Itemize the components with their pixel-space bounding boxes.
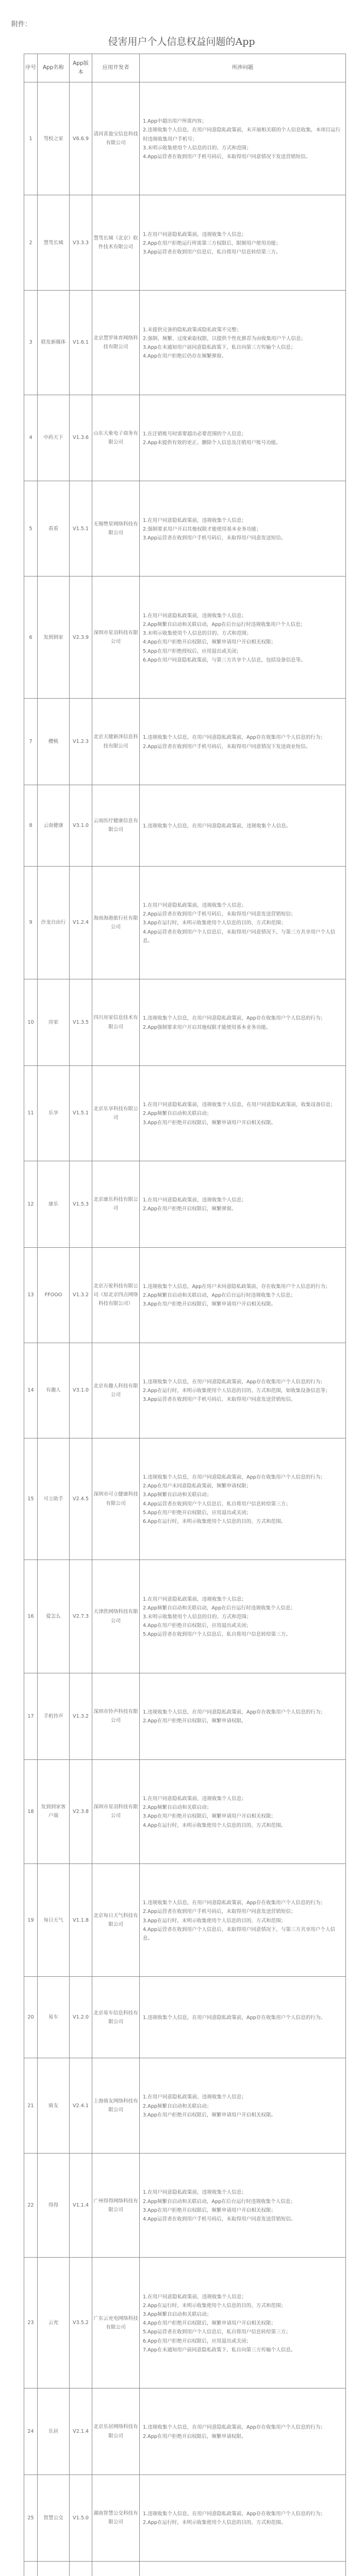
cell-version: V1.2.3 — [70, 699, 92, 785]
cell-seq: 10 — [24, 979, 38, 1066]
problem-item: 2.App运营者在收到用户手机号码后，未取得用户同意发送营销短信； — [143, 1909, 296, 1915]
cell-version: V1.1.8 — [70, 1863, 92, 1976]
cell-developer: 北京每日天气科技有限公司 — [92, 1863, 140, 1976]
cell-seq: 13 — [24, 1247, 38, 1343]
cell-problems — [140, 1438, 346, 1560]
cell-version: V1.2.4 — [70, 866, 92, 979]
problem-item: 2.App运营者在收到用户手机号码后，未取得用户同意发送营销短信； — [143, 911, 296, 918]
header-seq: 序号 — [24, 54, 38, 82]
cell-developer: 北京易车信息科技有限公司 — [92, 1977, 140, 2058]
cell-app-name: 有趣人 — [38, 1343, 70, 1438]
attachment-label: 附件： — [11, 21, 32, 28]
problem-item: 1.违规收集个人信息，在用户同意隐私政策前，App存在收集用户个人信息的行为； — [143, 1475, 326, 1481]
cell-seq: 21 — [24, 2058, 38, 2154]
problem-item: 1.在用户同意隐私政策前，违规收集个人信息，在用户同意隐私政策前，收集设备信息； — [143, 1102, 336, 1108]
cell-app-name: 云充 — [38, 2258, 70, 2388]
problem-item: 7.App在未通知用户前同意隐私政策下，私自向第三方传输个人信息。 — [143, 2347, 296, 2353]
cell-version: V2.7.3 — [70, 1560, 92, 1673]
cell-problems — [140, 2258, 346, 2388]
cell-problems — [140, 577, 346, 699]
problem-item: 1.在用户同意隐私政策前，违规收集个人信息； — [143, 2094, 247, 2100]
table-row — [24, 699, 346, 785]
cell-developer: 清河喜盈宝信息科技有限公司 — [92, 82, 140, 195]
table-row — [24, 1065, 346, 1161]
table-row — [24, 979, 346, 1066]
problem-item: 1.在用户同意隐私政策前，违规收集个人信息； — [143, 2190, 247, 2196]
table-row — [24, 2154, 346, 2258]
cell-app-name: 爱怎么 — [38, 1560, 70, 1673]
problem-item: 3.App频繁自启动和关联启动； — [143, 2311, 212, 2317]
cell-problems — [140, 2388, 346, 2475]
problem-item: 1.违规收集个人信息，在用户同意隐私政策前，App存在收集用户个人信息的行为。 — [143, 2015, 326, 2021]
cell-seq: 23 — [24, 2258, 38, 2388]
cell-version: V2.4.5 — [70, 1438, 92, 1560]
table-row — [24, 1343, 346, 1438]
cell-app-name: 沙龙自由行 — [38, 866, 70, 979]
problem-item: 2.App频繁自启动和关联启动； — [143, 1111, 212, 1117]
header-version: App版本 — [70, 54, 92, 82]
problem-item: 2.App频繁自启动和关联启动，App在后台运行时违规收集个人信息； — [143, 1605, 296, 1611]
cell-version: V6.6.9 — [70, 82, 92, 195]
cell-seq: 4 — [24, 395, 38, 481]
app-list-table — [24, 54, 346, 2576]
cell-app-name: 可立助手 — [38, 1438, 70, 1560]
problem-item: 3.App在未通知用户前同意隐私政策下，私自向第三方传输个人信息； — [143, 345, 296, 351]
problem-item: 3.App运营者在收到用户手机号码后，未取得用户同意发送短信。 — [143, 535, 286, 541]
cell-developer: 北京天健新泽信息科技有限公司 — [92, 699, 140, 785]
problem-item: 1.在注销账号时需要超出必要范围的个人信息； — [143, 431, 247, 437]
problem-item: 4.App在用户拒绝开启权限后，频繁申请用户开启相关权限； — [143, 639, 276, 646]
cell-seq: 7 — [24, 699, 38, 785]
table-row — [24, 2561, 346, 2576]
table-row — [24, 291, 346, 395]
cell-app-name: 中药天下 — [38, 395, 70, 481]
table-row — [24, 866, 346, 979]
cell-developer: 北京康乐科技有限公司 — [92, 1161, 140, 1247]
cell-version: V1.2.0 — [70, 1977, 92, 2058]
cell-app-name: 房家 — [38, 979, 70, 1066]
cell-seq: 20 — [24, 1977, 38, 2058]
cell-seq: 19 — [24, 1863, 38, 1976]
cell-developer: 山东大象电子商务有限公司 — [92, 395, 140, 481]
problem-item: 1.在用户同意隐私政策前，违规收集个人信息； — [143, 2294, 247, 2300]
problem-item: 1.违规收集个人信息，App在用户未同意隐私政策前，存在收集用户个人信息的行为； — [143, 1284, 331, 1290]
problem-item: 4.App在用户拒绝后仍存在频繁弹窗。 — [143, 353, 227, 360]
cell-problems — [140, 785, 346, 866]
cell-seq: 14 — [24, 1343, 38, 1438]
problem-item: 4.App运营者在收到用户个人信息后，私自将用户信息转给第三方； — [143, 1501, 291, 1507]
problem-item: 3.App在用户拒绝开启权限后，频繁申请用户开启相关权限。 — [143, 1120, 276, 1126]
cell-developer: 海南海港旅行社有限公司 — [92, 866, 140, 979]
cell-developer — [92, 2561, 140, 2576]
cell-version: V1.5.1 — [70, 1065, 92, 1161]
cell-seq: 18 — [24, 1759, 38, 1863]
cell-seq: 17 — [24, 1673, 38, 1759]
cell-developer: 北京乐享科技有限公司 — [92, 1065, 140, 1161]
problem-item: 1.在用户同意隐私政策前，违规收集个人信息； — [143, 902, 247, 908]
cell-version: V3.3.3 — [70, 195, 92, 291]
problem-item: 2.App在用户拒绝运行所需第三方权限后，限制用户使用功能； — [143, 240, 281, 246]
cell-developer: 四川房家信息技术有限公司 — [92, 979, 140, 1066]
cell-problems — [140, 481, 346, 577]
cell-problems — [140, 395, 346, 481]
table-row — [24, 1977, 346, 2058]
cell-developer: 北京乐居网络科技有限公司 — [92, 2388, 140, 2475]
problem-item: 1.违规收集个人信息，在用户同意隐私政策前，违规收集个人信息。 — [143, 823, 291, 829]
cell-developer: 广州得得网络科技有限公司 — [92, 2154, 140, 2258]
problem-item: 3.App在运行时，未明示收集使用个人信息的目的、方式和范围； — [143, 1918, 286, 1924]
cell-version: V1.3.5 — [70, 979, 92, 1066]
cell-seq: 5 — [24, 481, 38, 577]
problem-item: 6.App在用户拒绝开启权限后，应用退出或关闭； — [143, 2338, 252, 2344]
cell-problems — [140, 1161, 346, 1247]
table-row — [24, 1863, 346, 1976]
cell-app-name: 驾校之家 — [38, 82, 70, 195]
problem-item: 5.App在用户拒绝授权后，应用退出或关闭； — [143, 648, 241, 654]
cell-problems — [140, 1343, 346, 1438]
problem-item: 1.违规收集个人信息，在用户同意隐私政策前，App存在收集用户个人信息的行为； — [143, 1379, 326, 1385]
cell-app-name: 看看 — [38, 481, 70, 577]
cell-app-name: 易车 — [38, 1977, 70, 2058]
table-row — [24, 1438, 346, 1560]
cell-app-name — [38, 2561, 70, 2576]
table-row — [24, 2058, 346, 2154]
cell-problems — [140, 2058, 346, 2154]
cell-version: V1.5.1 — [70, 481, 92, 577]
cell-app-name: 樱桃 — [38, 699, 70, 785]
cell-developer: 慧驾长城（北京）软件技术有限公司 — [92, 195, 140, 291]
problem-item: 2.App未提供有效的更正、删除个人信息及注销用户账号功能。 — [143, 440, 281, 446]
cell-problems — [140, 82, 346, 195]
cell-developer: 云南医疗健康信息有限公司 — [92, 785, 140, 866]
problem-item: 5.App运营者在收到用户个人信息后，私自将用户信息转给第三方。 — [143, 1632, 291, 1638]
problem-item: 2.App在运行时，未明示收集使用个人信息的目的、方式和范围； — [143, 2302, 286, 2309]
problem-item: 1.未提供完备的隐私政策或隐私政策不完整； — [143, 327, 242, 333]
header-problems: 所涉问题 — [140, 54, 346, 82]
cell-seq: 1 — [24, 82, 38, 195]
cell-seq: 11 — [24, 1065, 38, 1161]
problem-item: 1.在用户同意隐私政策前，违规收集个人信息； — [143, 1795, 247, 1802]
cell-app-name: FFOOO — [38, 1247, 70, 1343]
cell-developer: 天津欣网络科技有限公司 — [92, 1560, 140, 1673]
table-row — [24, 785, 346, 866]
cell-version — [70, 2561, 92, 2576]
cell-developer: 北京万驼科技有限公司（原北京四点网络科技有限公司） — [92, 1247, 140, 1343]
cell-version: V2.3.9 — [70, 577, 92, 699]
problem-item: 1.违规收集个人信息，在用户同意隐私政策前，App存在收集用户个人信息的行为； — [143, 735, 326, 741]
cell-app-name: 乐居 — [38, 2388, 70, 2475]
cell-seq: 15 — [24, 1438, 38, 1560]
problem-item: 3.未明示收集使用个人信息的目的、方式和范围； — [143, 1614, 252, 1620]
cell-developer: 深圳市铃声科技有限公司 — [92, 1673, 140, 1759]
cell-seq: 25 — [24, 2475, 38, 2562]
cell-developer: 湖南智慧公交科技有限公司 — [92, 2475, 140, 2562]
table-row — [24, 2475, 346, 2562]
table-row — [24, 1673, 346, 1759]
header-developer: 应用开发者 — [92, 54, 140, 82]
problem-item: 3.App在运行时，未明示收集使用个人信息的目的、方式和范围； — [143, 920, 286, 926]
table-row — [24, 577, 346, 699]
cell-problems — [140, 1247, 346, 1343]
cell-problems — [140, 1560, 346, 1673]
problem-item: 5.App运营者在收到用户个人信息后，私自将用户信息转给第三方； — [143, 2329, 291, 2335]
cell-version: V1.3.2 — [70, 1247, 92, 1343]
problem-item: 1.违规收集个人信息，在用户同意隐私政策前，App存在收集用户个人信息的行为； — [143, 1900, 326, 1906]
table-row — [24, 2258, 346, 2388]
cell-developer: 无锡赞星网络科技有限公司 — [92, 481, 140, 577]
problem-item: 2.App频繁自启动和关联启动； — [143, 2103, 212, 2109]
problem-item: 1.在用户同意隐私政策前，违规收集个人信息； — [143, 1596, 247, 1602]
cell-version: V1.3.2 — [70, 1673, 92, 1759]
problem-item: 2.App频繁自启动和关联启动； — [143, 1805, 212, 1811]
cell-version: V1.1.4 — [70, 2154, 92, 2258]
problem-item: 1.在用户同意隐私政策前，违规收集个人信息； — [143, 613, 247, 619]
cell-problems — [140, 1977, 346, 2058]
problem-item: 1.在用户同意隐私政策前，违规收集个人信息； — [143, 517, 247, 523]
cell-app-name: 智慧公交 — [38, 2475, 70, 2562]
problem-item: 3.App运营者在收到用户信息后，私自将用户信息转给第三方。 — [143, 249, 281, 256]
problem-item: 4.App在用户拒绝开启权限后，应用退出或关闭； — [143, 1623, 252, 1629]
cell-version: V2.3.8 — [70, 1759, 92, 1863]
problem-item: 4.App在用户拒绝开启权限后，频繁申请用户开启相关权限； — [143, 2320, 276, 2327]
problem-item: 2.App在用户拒绝开启权限后，频繁申请权限。 — [143, 1718, 246, 1724]
cell-problems — [140, 866, 346, 979]
cell-developer: 北京有趣人科技有限公司 — [92, 1343, 140, 1438]
cell-developer: 北京慧罗体育网络科技有限公司 — [92, 291, 140, 395]
problem-item: 2.强制要求用户开启其他权限才能使用基本业务功能； — [143, 526, 261, 532]
document-title: 侵害用户个人信息权益问题的App — [108, 36, 255, 47]
problem-item: 1.违规收集个人信息，在用户同意隐私政策前，App存在收集用户个人信息的行为； — [143, 2511, 326, 2517]
cell-seq: 22 — [24, 2154, 38, 2258]
cell-problems — [140, 2475, 346, 2562]
table-row — [24, 1560, 346, 1673]
table-header-row — [24, 54, 346, 82]
problem-item: 3.App在用户拒绝开启权限后，频繁申请用户开启相关权限； — [143, 2207, 276, 2213]
problem-item: 2.App在用户拒绝开启权限后，频繁申请权限。 — [143, 2433, 246, 2439]
problem-item: 3.未明示收集使用个人信息的目的、方式和范围； — [143, 145, 252, 151]
problem-item: 3.App在用户拒绝开启权限后，频繁申请用户开启相关权限。 — [143, 1301, 276, 1308]
cell-app-name: 发到到家 — [38, 577, 70, 699]
problem-item: 3.App在用户拒绝开启权限后，频繁申请用户开启相关权限。 — [143, 2112, 276, 2118]
cell-seq: 9 — [24, 866, 38, 979]
problem-item: 4.App运营者在收到用户手机号码后，未取得用户同意发送营销短信。 — [143, 2216, 296, 2222]
problem-item: 1.违规收集个人信息，在用户同意隐私政策前，App存在收集用户个人信息的行为； — [143, 1015, 326, 1022]
cell-problems — [140, 979, 346, 1066]
problem-item: 2.App频繁自启动和关联启动，App在后台运行时违规收集个人信息； — [143, 1293, 296, 1299]
cell-problems — [140, 1863, 346, 1976]
cell-seq: 16 — [24, 1560, 38, 1673]
table-row — [24, 82, 346, 195]
cell-problems — [140, 2561, 346, 2576]
table-row — [24, 481, 346, 577]
problem-item: 1.违规收集个人信息，在用户同意隐私政策前，App存在收集用户个人信息的行为； — [143, 2425, 326, 2431]
problem-item: 3.App频繁自启动和关联启动； — [143, 1492, 212, 1498]
problem-item: 3.未明示收集使用个人信息的目的、方式和范围； — [143, 631, 252, 637]
cell-app-name: 康乐 — [38, 1161, 70, 1247]
cell-seq: 24 — [24, 2388, 38, 2475]
cell-app-name: 云南健康 — [38, 785, 70, 866]
problem-item: 2.App在用户未同意隐私政策前，频繁申请权限； — [143, 1483, 252, 1489]
cell-version: V3.1.0 — [70, 1343, 92, 1438]
table-row — [24, 1161, 346, 1247]
cell-app-name: 乐享 — [38, 1065, 70, 1161]
cell-app-name: 联发新媒体 — [38, 291, 70, 395]
problem-item: 2.App频繁自启动和关联启动，App在后台运行时违规收集用户个人信息； — [143, 621, 306, 628]
cell-seq: 12 — [24, 1161, 38, 1247]
problem-item: 2.App在用户拒绝开启权限后，频繁弹窗。 — [143, 1206, 237, 1212]
problem-item: 4.App运营者在收到用户手机号码后，未取得用户同意情况下发送营销短信。 — [143, 154, 311, 160]
cell-app-name: 发到到家客户端 — [38, 1759, 70, 1863]
problem-item: 3.App运营者在收到用户手机号码后，未取得用户同意发送营销短信。 — [143, 1397, 296, 1403]
problem-item: 2.违规收集个人信息，在用户同意隐私政策前，未开展相关联的个人信息收集，本项目运行时违规收集用户手机号； — [143, 127, 341, 142]
cell-developer: 深圳市可立健康科技有限公司 — [92, 1438, 140, 1560]
problem-item: 2.强制、频繁、过度索取权限，以提供个性化推荐为由收集用户个人信息； — [143, 335, 306, 342]
cell-problems — [140, 1065, 346, 1161]
problem-item: 4.App运营者在收到用户个人信息后，未取得用户同意情况下，与第三方共享用户个人信息。 — [143, 1926, 336, 1941]
cell-developer: 广东云充电网络科技有限公司 — [92, 2258, 140, 2388]
problem-item: 4.App运营者在收到用户个人信息后，未取得用户同意情况下，与第三方共享用户个人信息。 — [143, 929, 336, 944]
cell-version: V1.3.6 — [70, 395, 92, 481]
cell-problems — [140, 1673, 346, 1759]
cell-developer: 深圳市星羽科技有限公司 — [92, 1759, 140, 1863]
cell-problems — [140, 195, 346, 291]
cell-seq: 2 — [24, 195, 38, 291]
cell-seq: 8 — [24, 785, 38, 866]
cell-problems — [140, 1759, 346, 1863]
cell-seq: 3 — [24, 291, 38, 395]
cell-problems — [140, 2154, 346, 2258]
table-row — [24, 1247, 346, 1343]
problem-item: 3.App在用户拒绝开启权限后，频繁申请用户开启相关权限； — [143, 1814, 276, 1820]
cell-version: V2.4.1 — [70, 2058, 92, 2154]
header-app: App名称 — [38, 54, 70, 82]
problem-item: 4.App在运行时，未明示收集使用个人信息的目的、方式和范围。 — [143, 1822, 286, 1828]
cell-version: V3.1.0 — [70, 785, 92, 866]
cell-app-name: 得得 — [38, 2154, 70, 2258]
problem-item: 5.App在用户拒绝开启权限后，应用退出或关闭； — [143, 1510, 252, 1516]
problem-item: 6.App在运行时，未明示收集使用个人信息的目的、方式和范围。 — [143, 1519, 286, 1525]
problem-item: 6.App在用户同意隐私政策前，与第三方共享个人信息，包括设备信息等。 — [143, 657, 306, 663]
cell-seq: 6 — [24, 577, 38, 699]
problem-item: 1.违规收集个人信息，在用户同意隐私政策前，App存在收集用户个人信息的行为； — [143, 1709, 326, 1716]
cell-problems — [140, 291, 346, 395]
cell-version: V3.5.2 — [70, 2258, 92, 2388]
problem-item: 1.在用户同意隐私政策前，违规收集个人信息； — [143, 231, 247, 238]
cell-version: V1.5.3 — [70, 1161, 92, 1247]
cell-app-name: 慧驾长城 — [38, 195, 70, 291]
cell-version: V1.5.0 — [70, 2475, 92, 2562]
cell-problems — [140, 699, 346, 785]
cell-seq — [24, 2561, 38, 2576]
cell-version: V2.1.4 — [70, 2388, 92, 2475]
problem-item: 2.App强制要求用户开启其他权限才能使用基本业务功能。 — [143, 1024, 271, 1030]
problem-item: 2.App频繁自启动和关联启动，App在后台运行时违规收集个人信息； — [143, 2198, 296, 2205]
problem-item: 2.App在运行时，未明示收集使用个人信息的目的、方式和范围，如收集设备信息等； — [143, 1388, 331, 1394]
cell-app-name: 手机铃声 — [38, 1673, 70, 1759]
cell-app-name: 骑友 — [38, 2058, 70, 2154]
table-row — [24, 2388, 346, 2475]
cell-version: V1.6.1 — [70, 291, 92, 395]
cell-developer: 深圳市星羽科技有限公司 — [92, 577, 140, 699]
problem-item: 2.App运营者在收到用户手机号码后，未取得用户同意情况下发送商业短信。 — [143, 743, 311, 750]
table-row — [24, 195, 346, 291]
table-row — [24, 1759, 346, 1863]
cell-developer: 上海骑友网络科技有限公司 — [92, 2058, 140, 2154]
problem-item: 1.App中超出用户所需内容； — [143, 118, 207, 125]
cell-app-name: 每日天气 — [38, 1863, 70, 1976]
problem-item: 2.App在运行时，未明示收集使用个人信息的目的、方式和范围。 — [143, 2520, 286, 2526]
problem-item: 1.在用户同意隐私政策前，违规收集个人信息； — [143, 1197, 247, 1204]
table-row — [24, 395, 346, 481]
